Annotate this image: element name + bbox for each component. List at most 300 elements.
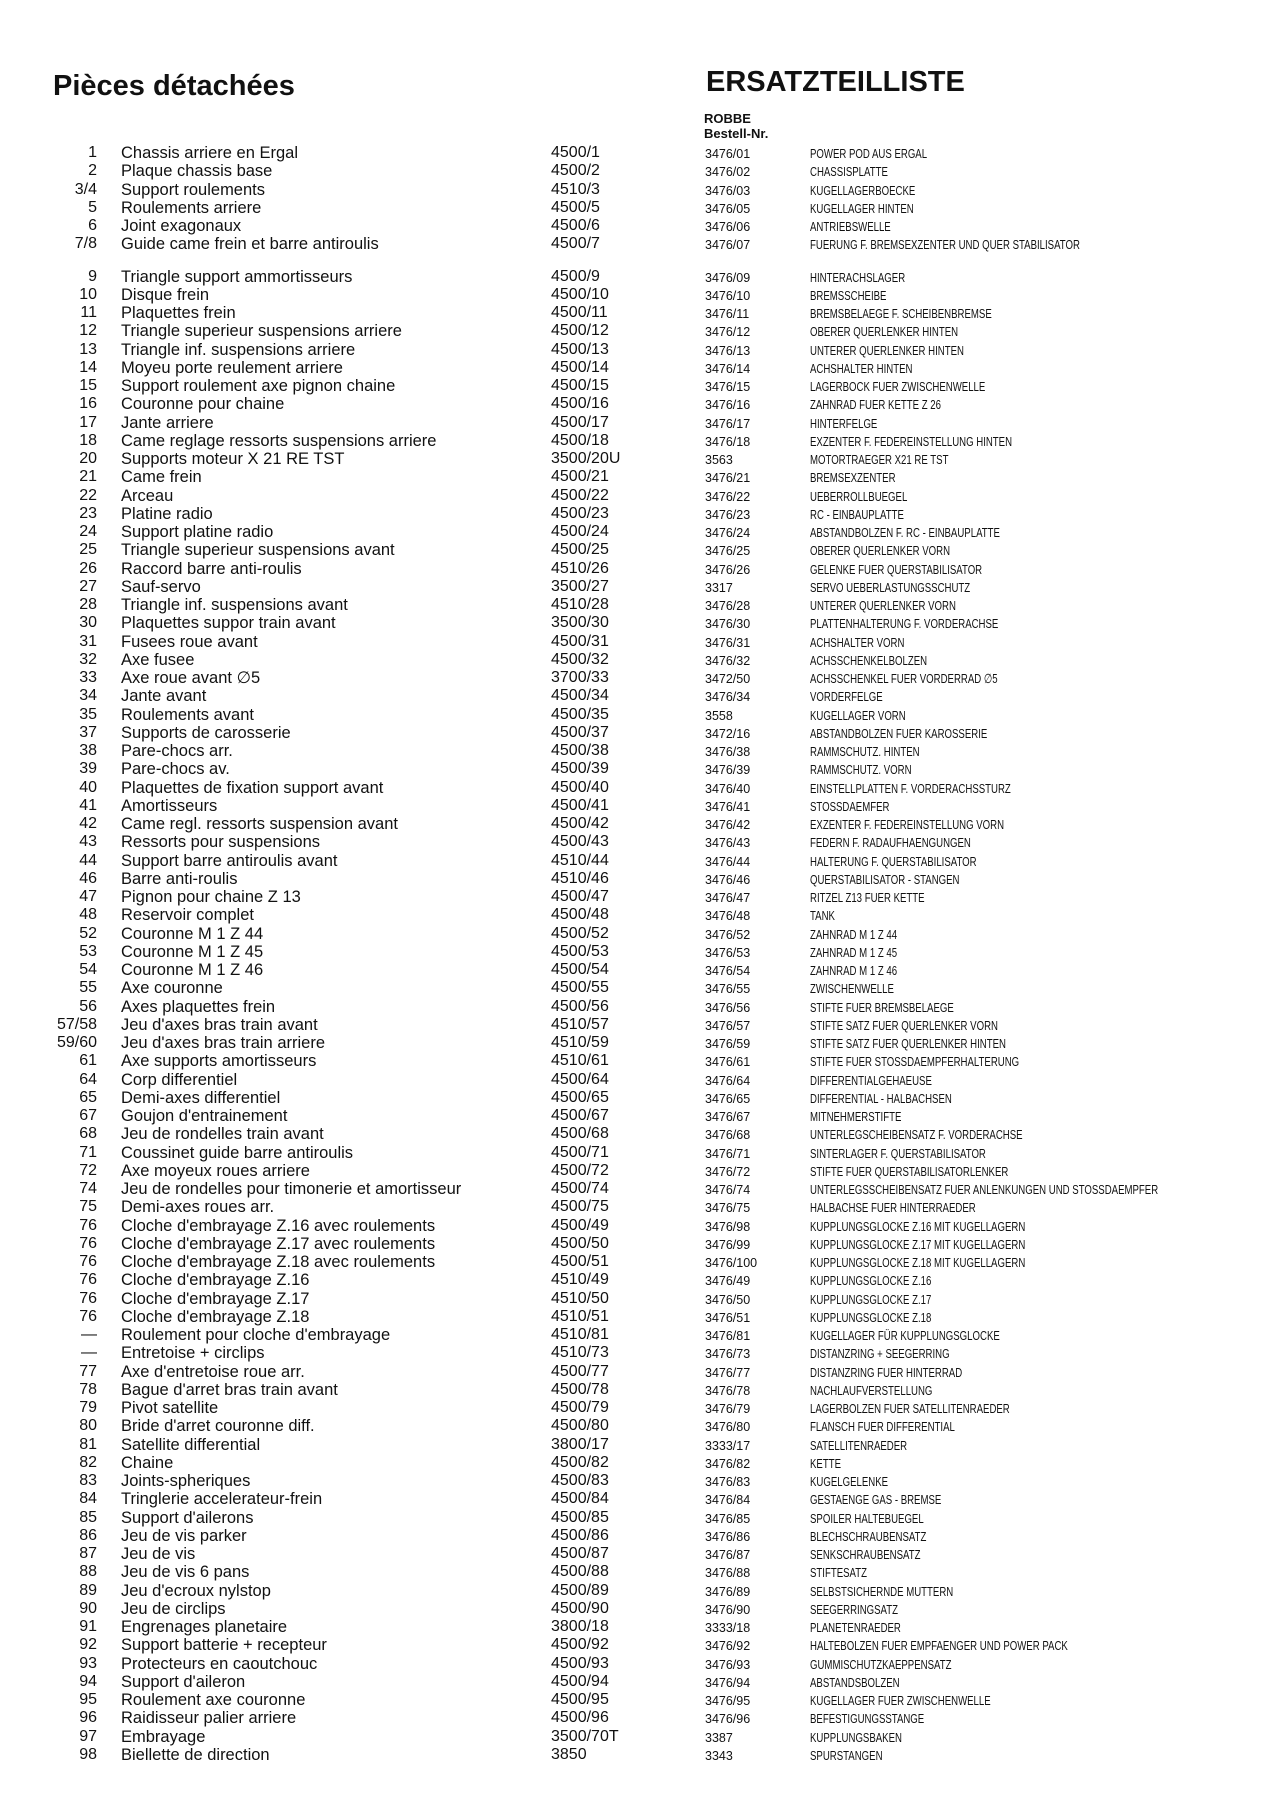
- reference-number: 4500/77: [551, 1362, 609, 1380]
- robbe-order-number: 3476/24: [705, 526, 751, 540]
- reference-number: 4510/44: [551, 851, 609, 869]
- robbe-label: ROBBE: [704, 111, 751, 126]
- part-row: [0, 1527, 1280, 1545]
- robbe-order-number: 3476/65: [705, 1091, 751, 1106]
- french-description: Jante avant: [121, 687, 207, 706]
- part-number: 23: [79, 504, 97, 522]
- part-row: [0, 523, 1280, 541]
- robbe-order-number: 3476/21: [705, 471, 751, 486]
- reference-number: 3500/30: [551, 614, 609, 632]
- part-number: 34: [79, 687, 97, 705]
- robbe-order-number: 3476/22: [705, 489, 751, 504]
- part-row: [0, 1709, 1280, 1727]
- reference-number: 4500/54: [551, 961, 609, 978]
- part-row: [0, 432, 1280, 450]
- reference-number: 4510/49: [551, 1271, 609, 1289]
- french-description: Jeu de vis 6 pans: [121, 1563, 250, 1582]
- reference-number: 4500/74: [551, 1180, 609, 1197]
- part-number: 88: [79, 1563, 97, 1581]
- part-row: [0, 943, 1280, 961]
- robbe-order-number: 3476/53: [705, 945, 751, 960]
- part-number: 3/4: [74, 180, 97, 198]
- part-number: 35: [79, 705, 97, 723]
- part-row: [0, 833, 1280, 851]
- parts-table: [0, 144, 1280, 1764]
- german-description: SENKSCHRAUBENSATZ: [810, 1547, 921, 1562]
- part-number: 9: [88, 267, 97, 285]
- part-number: 72: [79, 1161, 97, 1179]
- french-description: Pivot satellite: [121, 1399, 219, 1417]
- reference-number: 4510/3: [551, 180, 600, 198]
- reference-number: 4500/18: [551, 431, 609, 449]
- reference-number: 4500/5: [551, 198, 600, 216]
- robbe-order-number: 3476/67: [705, 1110, 751, 1124]
- robbe-order-number: 3476/25: [705, 544, 751, 559]
- german-description: SEEGERRINGSATZ: [810, 1601, 899, 1617]
- robbe-order-number: 3476/02: [705, 165, 751, 180]
- french-description: Axe d'entretoise roue arr.: [121, 1362, 305, 1381]
- part-row: [0, 1125, 1280, 1143]
- german-description: DISTANZRING FUER HINTERRAD: [810, 1364, 963, 1380]
- german-description: UNTERER QUERLENKER HINTEN: [810, 342, 964, 358]
- part-number: 18: [79, 431, 97, 449]
- part-row: [0, 760, 1280, 778]
- german-description: UNTERLEGSCHEIBENSATZ F. VORDERACHSE: [810, 1127, 1023, 1143]
- robbe-order-number: 3476/56: [705, 1000, 751, 1015]
- part-number: 13: [79, 340, 97, 358]
- french-description: Couronne pour chaine: [121, 395, 285, 414]
- part-number: 76: [79, 1216, 97, 1234]
- robbe-order-number: 3476/10: [705, 288, 751, 303]
- robbe-order-number: 3476/28: [705, 599, 751, 613]
- part-number: 16: [79, 395, 97, 413]
- robbe-order-number: 3476/46: [705, 872, 751, 887]
- part-number: 6: [88, 217, 97, 234]
- reference-number: 4500/82: [551, 1453, 609, 1471]
- german-description: DISTANZRING + SEEGERRING: [810, 1346, 950, 1362]
- part-row: [0, 1691, 1280, 1709]
- part-row: [0, 961, 1280, 979]
- robbe-order-number: 3476/42: [705, 818, 751, 832]
- french-description: Support barre antiroulis avant: [121, 851, 338, 870]
- part-number: 94: [79, 1672, 97, 1690]
- part-row: [0, 779, 1280, 797]
- part-number: 52: [79, 924, 97, 942]
- german-description: VORDERFELGE: [810, 689, 883, 705]
- robbe-order-number: 3476/93: [705, 1657, 751, 1672]
- robbe-order-number: 3476/87: [705, 1548, 751, 1562]
- part-row: [0, 359, 1280, 377]
- french-description: Axe couronne: [121, 979, 223, 998]
- reference-number: 4510/59: [551, 1034, 609, 1051]
- reference-number: 4500/21: [551, 468, 609, 486]
- german-description: EXZENTER F. FEDEREINSTELLUNG VORN: [810, 817, 1005, 832]
- part-number: 43: [79, 833, 97, 851]
- german-description: STIFTESATZ: [810, 1565, 868, 1581]
- part-row: [0, 286, 1280, 304]
- reference-number: 4500/15: [551, 377, 609, 394]
- french-description: Couronne M 1 Z 46: [121, 961, 264, 979]
- reference-number: 3800/17: [551, 1435, 609, 1453]
- part-row: [0, 341, 1280, 359]
- robbe-order-number: 3476/17: [705, 416, 751, 431]
- german-description: KUPPLUNGSGLOCKE Z.17 MIT KUGELLAGERN: [810, 1236, 1026, 1252]
- french-description: Came frein: [121, 468, 202, 487]
- german-description: BREMSBELAEGE F. SCHEIBENBREMSE: [810, 306, 992, 321]
- french-description: Demi-axes differentiel: [121, 1088, 281, 1107]
- robbe-order-number: 3563: [705, 453, 733, 467]
- part-number: 26: [79, 559, 97, 577]
- reference-number: 4500/7: [551, 235, 600, 253]
- part-row: [0, 633, 1280, 651]
- french-description: Platine radio: [121, 504, 213, 523]
- robbe-order-number: 3476/57: [705, 1018, 751, 1033]
- french-description: Demi-axes roues arr.: [121, 1198, 275, 1217]
- part-number: 11: [80, 304, 97, 321]
- french-description: Disque frein: [121, 285, 210, 304]
- german-description: HALTERUNG F. QUERSTABILISATOR: [810, 853, 977, 869]
- french-description: Goujon d'entrainement: [121, 1107, 288, 1125]
- german-description: STOSSDAEMFER: [810, 798, 890, 814]
- reference-number: 4500/38: [551, 742, 609, 759]
- french-description: Biellette de direction: [121, 1745, 270, 1764]
- german-description: POWER POD AUS ERGAL: [810, 146, 928, 161]
- french-description: Axe roue avant ∅5: [121, 669, 261, 687]
- part-number: 37: [79, 723, 97, 741]
- robbe-order-number: 3476/99: [705, 1237, 751, 1252]
- part-row: [0, 322, 1280, 340]
- robbe-order-number: 3476/01: [705, 147, 751, 161]
- robbe-order-number: 3476/14: [705, 361, 751, 376]
- part-number: 30: [79, 614, 97, 632]
- reference-number: 4500/43: [551, 833, 609, 851]
- part-number: 10: [79, 285, 97, 303]
- robbe-order-number: 3476/71: [705, 1146, 751, 1161]
- part-number: 57/58: [56, 1015, 97, 1033]
- robbe-order-number: 3476/34: [705, 690, 751, 705]
- robbe-order-number: 3476/88: [705, 1566, 751, 1581]
- french-description: Axe supports amortisseurs: [121, 1052, 317, 1071]
- german-description: ZAHNRAD FUER KETTE Z 26: [810, 397, 941, 413]
- reference-number: 4500/14: [551, 358, 609, 376]
- part-row: [0, 1673, 1280, 1691]
- part-number: —: [81, 1326, 97, 1343]
- robbe-order-number: 3476/80: [705, 1420, 751, 1435]
- german-description: ABSTANDBOLZEN FUER KAROSSERIE: [810, 725, 988, 741]
- part-row: [0, 235, 1280, 253]
- german-description: SPURSTANGEN: [810, 1747, 883, 1763]
- french-description: Chaine: [121, 1453, 174, 1472]
- reference-number: 4500/1: [551, 144, 600, 161]
- reference-number: 4500/49: [551, 1216, 609, 1234]
- german-description: SPOILER HALTEBUEGEL: [810, 1510, 924, 1526]
- robbe-order-number: 3476/61: [705, 1055, 751, 1070]
- part-row: [0, 1308, 1280, 1326]
- reference-number: 4500/56: [551, 997, 609, 1015]
- part-row: [0, 596, 1280, 614]
- part-row: [0, 1363, 1280, 1381]
- german-description: ACHSHALTER VORN: [810, 634, 905, 650]
- part-number: 5: [88, 198, 97, 216]
- french-description: Support batterie + recepteur: [121, 1636, 327, 1655]
- french-description: Joints-spheriques: [121, 1472, 251, 1490]
- french-description: Cloche d'embrayage Z.16: [121, 1271, 310, 1290]
- robbe-order-number: 3317: [705, 580, 733, 595]
- part-row: [0, 1436, 1280, 1454]
- robbe-order-number: 3476/82: [705, 1456, 751, 1471]
- robbe-order-number: 3387: [705, 1730, 733, 1745]
- french-description: Came regl. ressorts suspension avant: [121, 815, 398, 833]
- reference-number: 4510/28: [551, 596, 609, 613]
- part-number: 44: [79, 851, 97, 869]
- part-number: 76: [79, 1289, 97, 1307]
- part-number: 89: [79, 1581, 97, 1599]
- french-description: Couronne M 1 Z 45: [121, 942, 264, 961]
- reference-number: 4500/65: [551, 1088, 609, 1106]
- german-description: TANK: [810, 908, 835, 924]
- part-number: 40: [79, 778, 97, 796]
- german-description: RAMMSCHUTZ. HINTEN: [810, 744, 920, 759]
- part-number: 68: [79, 1125, 97, 1143]
- part-row: [0, 1089, 1280, 1107]
- part-row: [0, 1016, 1280, 1034]
- part-row: [0, 724, 1280, 742]
- german-description: LAGERBOCK FUER ZWISCHENWELLE: [810, 379, 986, 394]
- french-description: Came reglage ressorts suspensions arriere: [121, 431, 437, 450]
- german-description: SATELLITENRAEDER: [810, 1437, 908, 1453]
- reference-number: 4500/84: [551, 1490, 609, 1508]
- robbe-order-number: 3476/31: [705, 635, 751, 650]
- part-number: 76: [79, 1307, 97, 1325]
- part-number: 65: [79, 1088, 97, 1106]
- german-description: HINTERACHSLAGER: [810, 269, 906, 285]
- part-number: 25: [79, 541, 97, 559]
- german-description: HALTEBOLZEN FUER EMPFAENGER UND POWER PACK: [810, 1638, 1068, 1654]
- robbe-order-number: 3476/30: [705, 617, 751, 632]
- german-description: KUGELLAGER VORN: [810, 707, 906, 723]
- part-row: [0, 1509, 1280, 1527]
- part-number: 38: [79, 742, 97, 759]
- german-description: OBERER QUERLENKER VORN: [810, 543, 951, 559]
- robbe-order-number: 3472/16: [705, 726, 751, 741]
- reference-number: 4510/26: [551, 559, 609, 577]
- part-row: [0, 395, 1280, 413]
- reference-number: 4500/64: [551, 1070, 609, 1088]
- part-row: [0, 742, 1280, 760]
- part-number: 28: [79, 596, 97, 613]
- french-description: Fusees roue avant: [121, 632, 258, 651]
- part-row: [0, 888, 1280, 906]
- robbe-order-number: 3558: [705, 708, 733, 723]
- part-number: 56: [79, 997, 97, 1015]
- robbe-order-number: 3343: [705, 1748, 733, 1763]
- french-description: Roulement pour cloche d'embrayage: [121, 1326, 391, 1344]
- french-description: Satellite differential: [121, 1435, 261, 1454]
- part-row: [0, 1454, 1280, 1472]
- german-description: KUPPLUNGSGLOCKE Z.16: [810, 1273, 932, 1289]
- german-description: LAGERBOLZEN FUER SATELLITENRAEDER: [810, 1401, 1010, 1416]
- part-row: [0, 1235, 1280, 1253]
- german-description: PLANETENRAEDER: [810, 1620, 901, 1635]
- french-description: Axe moyeux roues arriere: [121, 1161, 310, 1180]
- robbe-order-number: 3476/73: [705, 1347, 751, 1362]
- part-row: [0, 1071, 1280, 1089]
- robbe-order-number: 3476/72: [705, 1164, 751, 1179]
- german-description: CHASSISPLATTE: [810, 164, 888, 180]
- german-description: QUERSTABILISATOR - STANGEN: [810, 871, 960, 887]
- robbe-order-number: 3476/40: [705, 781, 751, 796]
- part-number: 21: [79, 468, 97, 486]
- reference-number: 4500/32: [551, 650, 609, 668]
- german-description: FUERUNG F. BREMSEXZENTER UND QUER STABILISATOR: [810, 237, 1080, 253]
- part-row: [0, 1563, 1280, 1581]
- german-description: EINSTELLPLATTEN F. VORDERACHSSTURZ: [810, 780, 1011, 796]
- german-description: EXZENTER F. FEDEREINSTELLUNG HINTEN: [810, 433, 1013, 449]
- bestell-label: Bestell-Nr.: [704, 126, 769, 141]
- robbe-order-number: 3476/50: [705, 1292, 751, 1307]
- reference-number: 4500/96: [551, 1709, 609, 1727]
- robbe-order-number: 3476/52: [705, 927, 751, 942]
- german-description: MITNEHMERSTIFTE: [810, 1109, 902, 1124]
- part-row: [0, 815, 1280, 833]
- part-number: 81: [79, 1435, 97, 1453]
- part-row: [0, 687, 1280, 705]
- part-row: [0, 181, 1280, 199]
- part-row: [0, 651, 1280, 669]
- reference-number: 4500/93: [551, 1654, 609, 1672]
- german-description: BLECHSCHRAUBENSATZ: [810, 1528, 927, 1544]
- french-description: Bride d'arret couronne diff.: [121, 1417, 315, 1436]
- robbe-order-number: 3476/05: [705, 201, 751, 216]
- german-description: SELBSTSICHERNDE MUTTERN: [810, 1583, 954, 1599]
- part-row: [0, 468, 1280, 486]
- german-description: ABSTANDSBOLZEN: [810, 1674, 900, 1690]
- german-description: STIFTE SATZ FUER QUERLENKER HINTEN: [810, 1036, 1006, 1051]
- part-number: 54: [79, 961, 97, 978]
- reference-number: 4500/13: [551, 340, 609, 358]
- robbe-order-number: 3472/50: [705, 672, 751, 686]
- robbe-order-number: 3476/79: [705, 1402, 751, 1416]
- german-description: KUGELLAGER FUER ZWISCHENWELLE: [810, 1693, 991, 1708]
- part-row: [0, 505, 1280, 523]
- robbe-order-number: 3476/06: [705, 220, 751, 234]
- reference-number: 4500/80: [551, 1417, 609, 1435]
- reference-number: 4500/90: [551, 1599, 609, 1617]
- part-row: [0, 1290, 1280, 1308]
- robbe-order-number: 3476/13: [705, 343, 751, 358]
- german-description: ABSTANDBOLZEN F. RC - EINBAUPLATTE: [810, 525, 1000, 540]
- part-number: 42: [79, 815, 97, 832]
- part-row: [0, 669, 1280, 687]
- reference-number: 4500/42: [551, 815, 609, 832]
- german-description: ZAHNRAD M 1 Z 44: [810, 926, 898, 942]
- part-number: 67: [79, 1107, 97, 1124]
- german-description: FLANSCH FUER DIFFERENTIAL: [810, 1419, 955, 1435]
- part-number: 59/60: [56, 1034, 97, 1051]
- french-description: Arceau: [121, 486, 174, 505]
- german-description: DIFFERENTIALGEHAEUSE: [810, 1072, 932, 1088]
- reference-number: 4500/41: [551, 796, 609, 814]
- part-row: [0, 1618, 1280, 1636]
- german-description: KUPPLUNGSGLOCKE Z.18: [810, 1309, 932, 1325]
- part-row: [0, 1728, 1280, 1746]
- robbe-order-number: 3476/95: [705, 1694, 751, 1708]
- german-description: SERVO UEBERLASTUNGSSCHUTZ: [810, 579, 971, 595]
- part-row: [0, 450, 1280, 468]
- reference-number: 4500/47: [551, 888, 609, 905]
- french-description: Ressorts pour suspensions: [121, 833, 321, 852]
- robbe-order-number: 3476/90: [705, 1602, 751, 1617]
- french-description: Axes plaquettes frein: [121, 997, 276, 1016]
- french-description: Roulements avant: [121, 705, 254, 724]
- reference-number: 4500/39: [551, 760, 609, 778]
- reference-number: 4500/2: [551, 162, 600, 180]
- french-description: Reservoir complet: [121, 906, 254, 925]
- french-description: Support d'aileron: [121, 1672, 246, 1691]
- part-row: [0, 268, 1280, 286]
- part-row: [0, 377, 1280, 395]
- robbe-order-number: 3476/09: [705, 270, 751, 285]
- part-row: [0, 1271, 1280, 1289]
- part-row: [0, 1582, 1280, 1600]
- french-description: Cloche d'embrayage Z.17 avec roulements: [121, 1234, 436, 1253]
- part-number: 32: [79, 650, 97, 668]
- french-description: Pare-chocs av.: [121, 760, 230, 779]
- reference-number: 4500/6: [551, 217, 600, 234]
- german-description: SINTERLAGER F. QUERSTABILISATOR: [810, 1145, 986, 1161]
- robbe-order-number: 3476/15: [705, 380, 751, 394]
- reference-number: 4500/78: [551, 1380, 609, 1398]
- part-row: [0, 1655, 1280, 1673]
- part-number: 79: [79, 1399, 97, 1416]
- reference-number: 4500/79: [551, 1399, 609, 1416]
- german-description: KUPPLUNGSGLOCKE Z.18 MIT KUGELLAGERN: [810, 1255, 1026, 1270]
- reference-number: 4500/72: [551, 1161, 609, 1179]
- french-description: Plaquettes frein: [121, 304, 236, 322]
- part-row: [0, 162, 1280, 180]
- german-description: KUPPLUNGSGLOCKE Z.16 MIT KUGELLAGERN: [810, 1218, 1026, 1234]
- french-description: Supports moteur X 21 RE TST: [121, 450, 345, 468]
- part-row: [0, 1198, 1280, 1216]
- reference-number: 4500/89: [551, 1581, 609, 1599]
- part-number: 47: [79, 888, 97, 905]
- german-description: PLATTENHALTERUNG F. VORDERACHSE: [810, 616, 999, 632]
- part-number: 82: [79, 1453, 97, 1471]
- right-title: ERSATZTEILLISTE: [706, 66, 965, 98]
- robbe-order-number: 3476/100: [705, 1256, 758, 1270]
- reference-number: 4500/52: [551, 924, 609, 942]
- reference-number: 4500/75: [551, 1198, 609, 1216]
- french-description: Barre anti-roulis: [121, 869, 238, 888]
- part-number: 20: [79, 450, 97, 467]
- part-row: [0, 797, 1280, 815]
- part-number: 12: [79, 322, 97, 340]
- part-row: [0, 1545, 1280, 1563]
- german-description: STIFTE FUER BREMSBELAEGE: [810, 999, 954, 1015]
- part-number: 46: [79, 869, 97, 887]
- robbe-order-number: 3476/64: [705, 1073, 751, 1088]
- reference-number: 4500/94: [551, 1672, 609, 1690]
- reference-number: 4500/48: [551, 906, 609, 924]
- robbe-order-number: 3476/89: [705, 1584, 751, 1599]
- reference-number: 3800/18: [551, 1618, 609, 1635]
- part-row: [0, 998, 1280, 1016]
- french-description: Moyeu porte reulement arriere: [121, 358, 343, 377]
- french-description: Jeu de vis: [121, 1545, 196, 1563]
- german-description: BREMSEXZENTER: [810, 470, 896, 486]
- french-description: Jeu de rondelles pour timonerie et amortisseur: [121, 1180, 462, 1198]
- part-number: 74: [79, 1180, 97, 1197]
